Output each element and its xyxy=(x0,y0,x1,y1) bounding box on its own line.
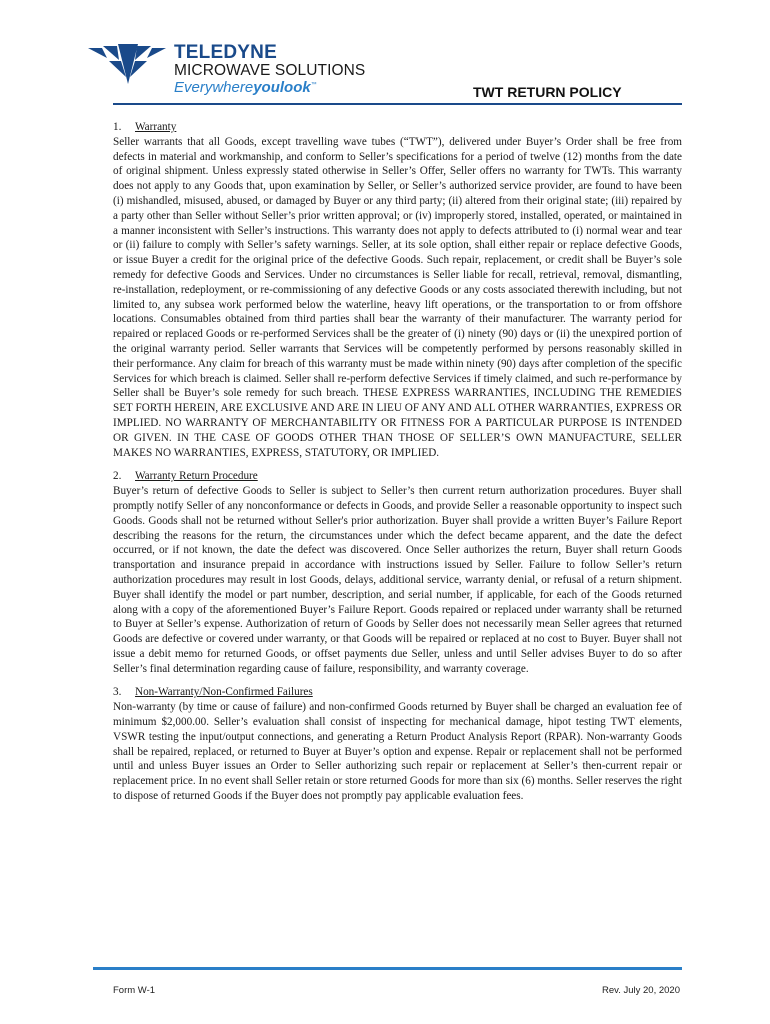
section-body: Buyer’s return of defective Goods to Seller is subject to Seller’s then current return authorization procedures. Buyer shall promptly notify Seller of any nonconformance or defects in Goods, and provide Seller a reasonable opportunity to inspect such Goods. Goods shall not be returned without Seller's prior authorization. Buyer shall provide a written Buyer’s Failure Report describing the reasons for the return, the circumstances under which the defect became apparent, and the date the defect occurred, or if not known, the date the defect was discovered. Once Seller authorizes the return, Buyer shall return Goods transportation and insurance prepaid in accordance with instructions issued by Seller. Failure to follow Seller’s return authorization procedures may result in lost Goods, delays, additional service, warranty denial, or refusal of a return shipment. Buyer shall identify the model or part number, description, and serial number, if applicable, for each of the Goods returned along with a copy of the aforementioned Buyer’s Failure Report. Goods repaired or replaced under warranty shall be returned to Buyer at Seller’s expense. Authorization of return of Goods by Seller does not necessarily mean Seller agrees that returned Goods are defective or covered under warranty, or that Goods will be repaired or replaced at no cost to Buyer. Buyer shall not issue a debit memo for returned Goods, or offset payments due Seller, unless and until Seller advises Buyer to do so after Seller’s final determination regarding cause of failure, responsibility, and warranty coverage. xyxy=(113,485,682,675)
section-warranty-return-procedure xyxy=(113,469,682,676)
trademark-mark: ™ xyxy=(310,82,317,88)
document-title: TWT RETURN POLICY xyxy=(473,84,622,100)
footer-divider xyxy=(93,967,682,970)
section-body: Seller warrants that all Goods, except travelling wave tubes (“TWT”), delivered under Buyer’s Order shall be free from defects in material and workmanship, and conform to Seller’s specifications for a period of twelve (12) months from the date of original shipment. Unless expressly stated otherwise in Seller’s Offer, Seller offers no warranty for TWTs. This warranty does not apply to any Goods that, upon examination by Seller, or Seller’s authorized service provider, are found to have been (i) mishandled, misused, abused, or damaged by Buyer or any third party; (ii) altered from their original state; (iii) repaired by a party other than Seller without Seller’s prior written approval; or (iv) improperly stored, installed, operated, or maintained in a manner inconsistent with Seller’s instructions. This warranty does not apply to defects attributed to (i) normal wear and tear or (ii) failure to comply with Seller’s safety warnings. Seller, at its sole option, shall either repair or replace defective Goods, or issue Buyer a credit for the original price of the defective Goods. Such repair, replacement, or credit shall be Buyer’s sole remedy for defective Goods and Services. Under no circumstances is Seller liable for recall, retrieval, removal, dismantling, re-installation, redeployment, or re-commissioning of any defective Goods or any costs associated therewith including, but not limited to, any subsea work performed below the waterline, heavy lift operations, or the transportation to or from offshore locations. Consumables obtained from third parties shall bear the warranty of their manufacturer. The warranty period for repaired or replaced Goods or re-performed Services shall be the greater of (i) ninety (90) days or (ii) the unexpired portion of the original warranty period. Seller warrants that Services will be competently performed by persons reasonably skilled in their performance. Any claim for breach of this warranty must be made within ninety (90) days after completion of the specific Services for which breach is claimed. Seller shall re-perform defective Services if timely claimed, and such re-performance by Seller shall be Buyer’s sole remedy for such breach. THESE EXPRESS WARRANTIES, INCLUDING THE REMEDIES SET FORTH HEREIN, ARE EXCLUSIVE AND ARE IN LIEU OF ANY AND ALL OTHER WARRANTIES, EXPRESS OR IMPLIED. NO WARRANTY OF MERCHANTABILITY OR FITNESS FOR A PARTICULAR PURPOSE IS INTENDED OR GIVEN. IN THE CASE OF GOODS OTHER THAN THOSE OF SELLER’S OWN MANUFACTURE, SELLER MAKES NO WARRANTIES, EXPRESS, STATUTORY, OR IMPLIED. xyxy=(113,135,682,459)
division-name: MICROWAVE SOLUTIONS xyxy=(174,62,366,79)
brand-name: TELEDYNE xyxy=(174,42,277,63)
tagline-bold: youlook xyxy=(253,79,311,96)
policy-content xyxy=(113,120,682,813)
section-heading xyxy=(113,120,682,135)
section-number: 2. xyxy=(113,470,122,483)
section-title: Non-Warranty/Non-Confirmed Failures xyxy=(135,686,313,699)
section-heading xyxy=(113,469,682,484)
company-logo xyxy=(88,42,388,98)
revision-date: Rev. July 20, 2020 xyxy=(602,985,680,996)
section-non-warranty-failures xyxy=(113,685,682,803)
form-number: Form W-1 xyxy=(113,985,156,996)
section-title: Warranty xyxy=(135,121,177,133)
section-warranty xyxy=(113,120,682,460)
tagline xyxy=(174,79,317,96)
section-number: 1. xyxy=(113,121,122,133)
section-body: Non-warranty (by time or cause of failure) and non-confirmed Goods returned by Buyer shall be charged an evaluation fee of minimum $2,000.00. Seller’s evaluation shall consist of inspecting for mechanical damage, hipot testing TWT elements, VSWR testing the input/output connections, and generating a Return Product Analysis Report (RPAR). Non-warranty Goods shall be repaired, replaced, or returned to Buyer at Buyer’s option and expense. Repair or replacement shall not be performed until and unless Buyer issues an Order to Seller authorizing such repair or replacement at Seller’s then-current repair or replacement price. In no event shall Seller retain or store returned Goods for more than six (6) months. Seller reserves the right to dispose of returned Goods if the Buyer does not promptly pay applicable evaluation fees. xyxy=(113,701,682,803)
tagline-plain: Everywhere xyxy=(174,79,254,96)
teledyne-logo-icon xyxy=(88,44,168,84)
section-title: Warranty Return Procedure xyxy=(135,470,258,483)
section-heading xyxy=(113,685,682,700)
header-divider xyxy=(113,103,682,105)
section-number: 3. xyxy=(113,686,122,699)
